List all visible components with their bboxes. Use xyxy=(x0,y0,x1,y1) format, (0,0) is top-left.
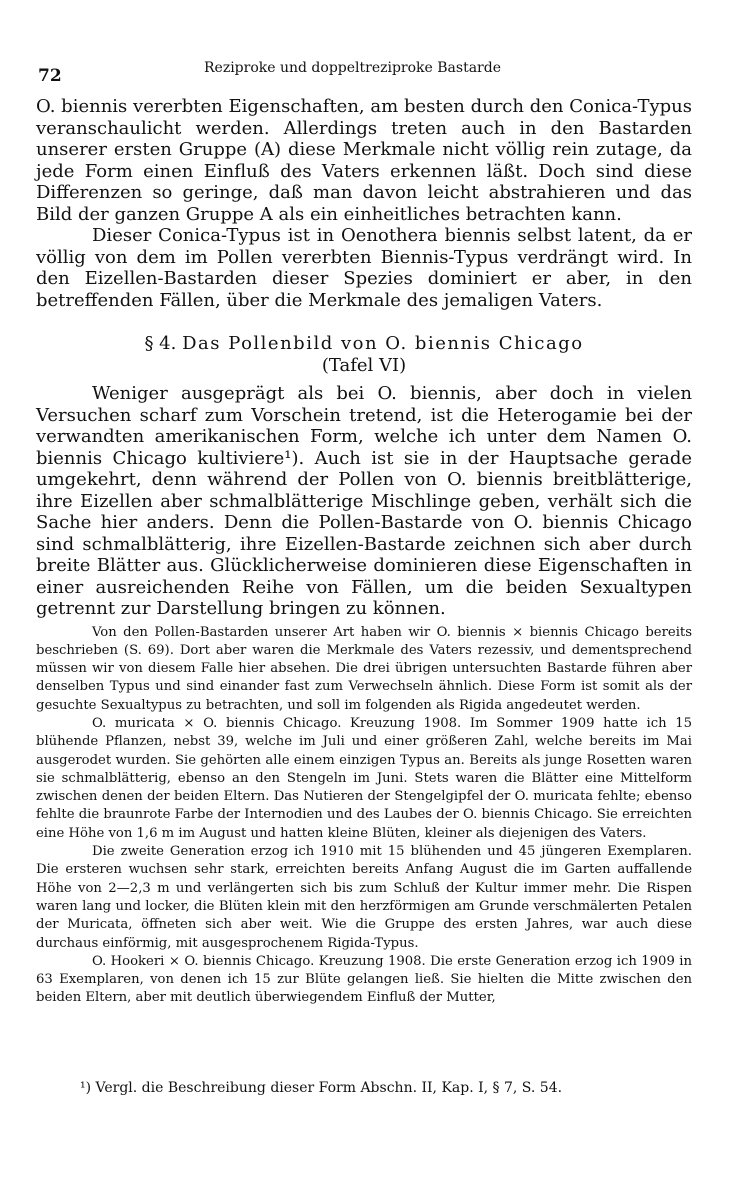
small-paragraph-2: O. muricata × O. biennis Chicago. Kreuzung 1908. Im Sommer 1909 hatte ich 15 blühende Pflanzen, nebst 39, welche im Juli und einer größeren Zahl, welche bereits im Mai ausgerodet wurden. Sie gehörten alle einem einzigen Typus an. Bereits als junge Rosetten waren sie schmalblätterig, ebenso an den Stengeln im Juni. Stets waren die Blätter eine Mittelform zwischen denen der beiden Eltern. Das Nutieren der Stengelgipfel der O. muricata fehlte; ebenso fehlte die braunrote Farbe der Internodien und des Laubes der O. biennis Chicago. Sie erreichten eine Höhe von 1,6 m im August und hatten kleine Blüten, kleiner als diejenigen des Vaters. xyxy=(36,715,692,841)
small-paragraph-4: O. Hookeri × O. biennis Chicago. Kreuzung 1908. Die erste Generation erzog ich 1909 in 63 Exemplaren, von denen ich 15 zur Blüte gelangen ließ. Sie hielten die Mitte zwischen den beiden Eltern, aber mit deutlich überwiegendem Einfluß der Mutter, xyxy=(36,953,692,1006)
section-heading xyxy=(36,333,692,377)
section-plate: (Tafel VI) xyxy=(321,355,407,376)
footnote: ¹) Vergl. die Beschreibung dieser Form Abschn. II, Kap. I, § 7, S. 54. xyxy=(80,1080,563,1096)
page-number: 72 xyxy=(38,66,62,86)
paragraph-1: O. biennis vererbten Eigenschaften, am besten durch den Conica-Typus veranschaulicht werden. Allerdings treten auch in den Bastarden unserer ersten Gruppe (A) diese Merkmale nicht völlig rein zutage, da jede Form einen Einfluß des Vaters erkennen läßt. Doch sind diese Differenzen so geringe, daß man davon leicht abstrahieren und das Bild der ganzen Gruppe A als ein einheitliches betrachten kann. xyxy=(36,96,692,225)
paragraph-2: Dieser Conica-Typus ist in Oenothera biennis selbst latent, da er völlig von dem im Pollen vererbten Biennis-Typus verdrängt wird. In den Eizellen-Bastarden dieser Spezies dominiert er aber, in den betreffenden Fällen, über die Merkmale des jemaligen Vaters. xyxy=(36,225,692,311)
small-paragraph-1: Von den Pollen-Bastarden unserer Art haben wir O. biennis × biennis Chicago bereits beschrieben (S. 69). Dort aber waren die Merkmale des Vaters rezessiv, und dementsprechend müssen wir von diesem Falle hier absehen. Die drei übrigen untersuchten Bastarde führen aber denselben Typus und sind einander fast zum Verwechseln ähnlich. Diese Form ist somit als der gesuchte Sexualtypus zu betrachten, und soll im folgenden als Rigida angedeutet werden. xyxy=(36,624,692,713)
main-text xyxy=(36,96,692,620)
section-paragraph: Weniger ausgeprägt als bei O. biennis, aber doch in vielen Versuchen scharf zum Vorschein tretend, ist die Heterogamie bei der verwandten amerikanischen Form, welche ich unter dem Namen O. biennis Chicago kultiviere¹). Auch ist sie in der Hauptsache gerade umgekehrt, denn während der Pollen von O. biennis breitblätterige, ihre Eizellen aber schmalblätterige Mischlinge geben, verhält sich die Sache hier anders. Denn die Pollen-Bastarde von O. biennis Chicago sind schmalblätterig, ihre Eizellen-Bastarde zeichnen sich aber durch breite Blätter aus. Glücklicherweise dominieren diese Eigenschaften in einer ausreichenden Reihe von Fällen, um die beiden Sexualtypen getrennt zur Darstellung bringen zu können. xyxy=(36,383,692,619)
small-print-section xyxy=(36,624,692,1008)
section-number: § 4. xyxy=(144,333,177,354)
small-paragraph-3: Die zweite Generation erzog ich 1910 mit 15 blühenden und 45 jüngeren Exemplaren. Die ersteren wuchsen sehr stark, erreichten bereits Anfang August die im Garten auffallende Höhe von 2—2,3 m und verlängerten sich bis zum Schluß der Kultur immer mehr. Die Rispen waren lang und locker, die Blüten klein mit den herzförmigen am Grunde verschmälerten Petalen der Muricata, öffneten sich aber weit. Wie die Gruppe des ersten Jahres, war auch diese durchaus einförmig, mit ausgesprochenem Rigida-Typus. xyxy=(36,844,692,951)
running-title: Reziproke und doppeltreziproke Bastarde xyxy=(204,60,501,76)
section-title: Das Pollenbild von O. biennis Chicago xyxy=(182,333,584,354)
page-header xyxy=(36,52,692,96)
